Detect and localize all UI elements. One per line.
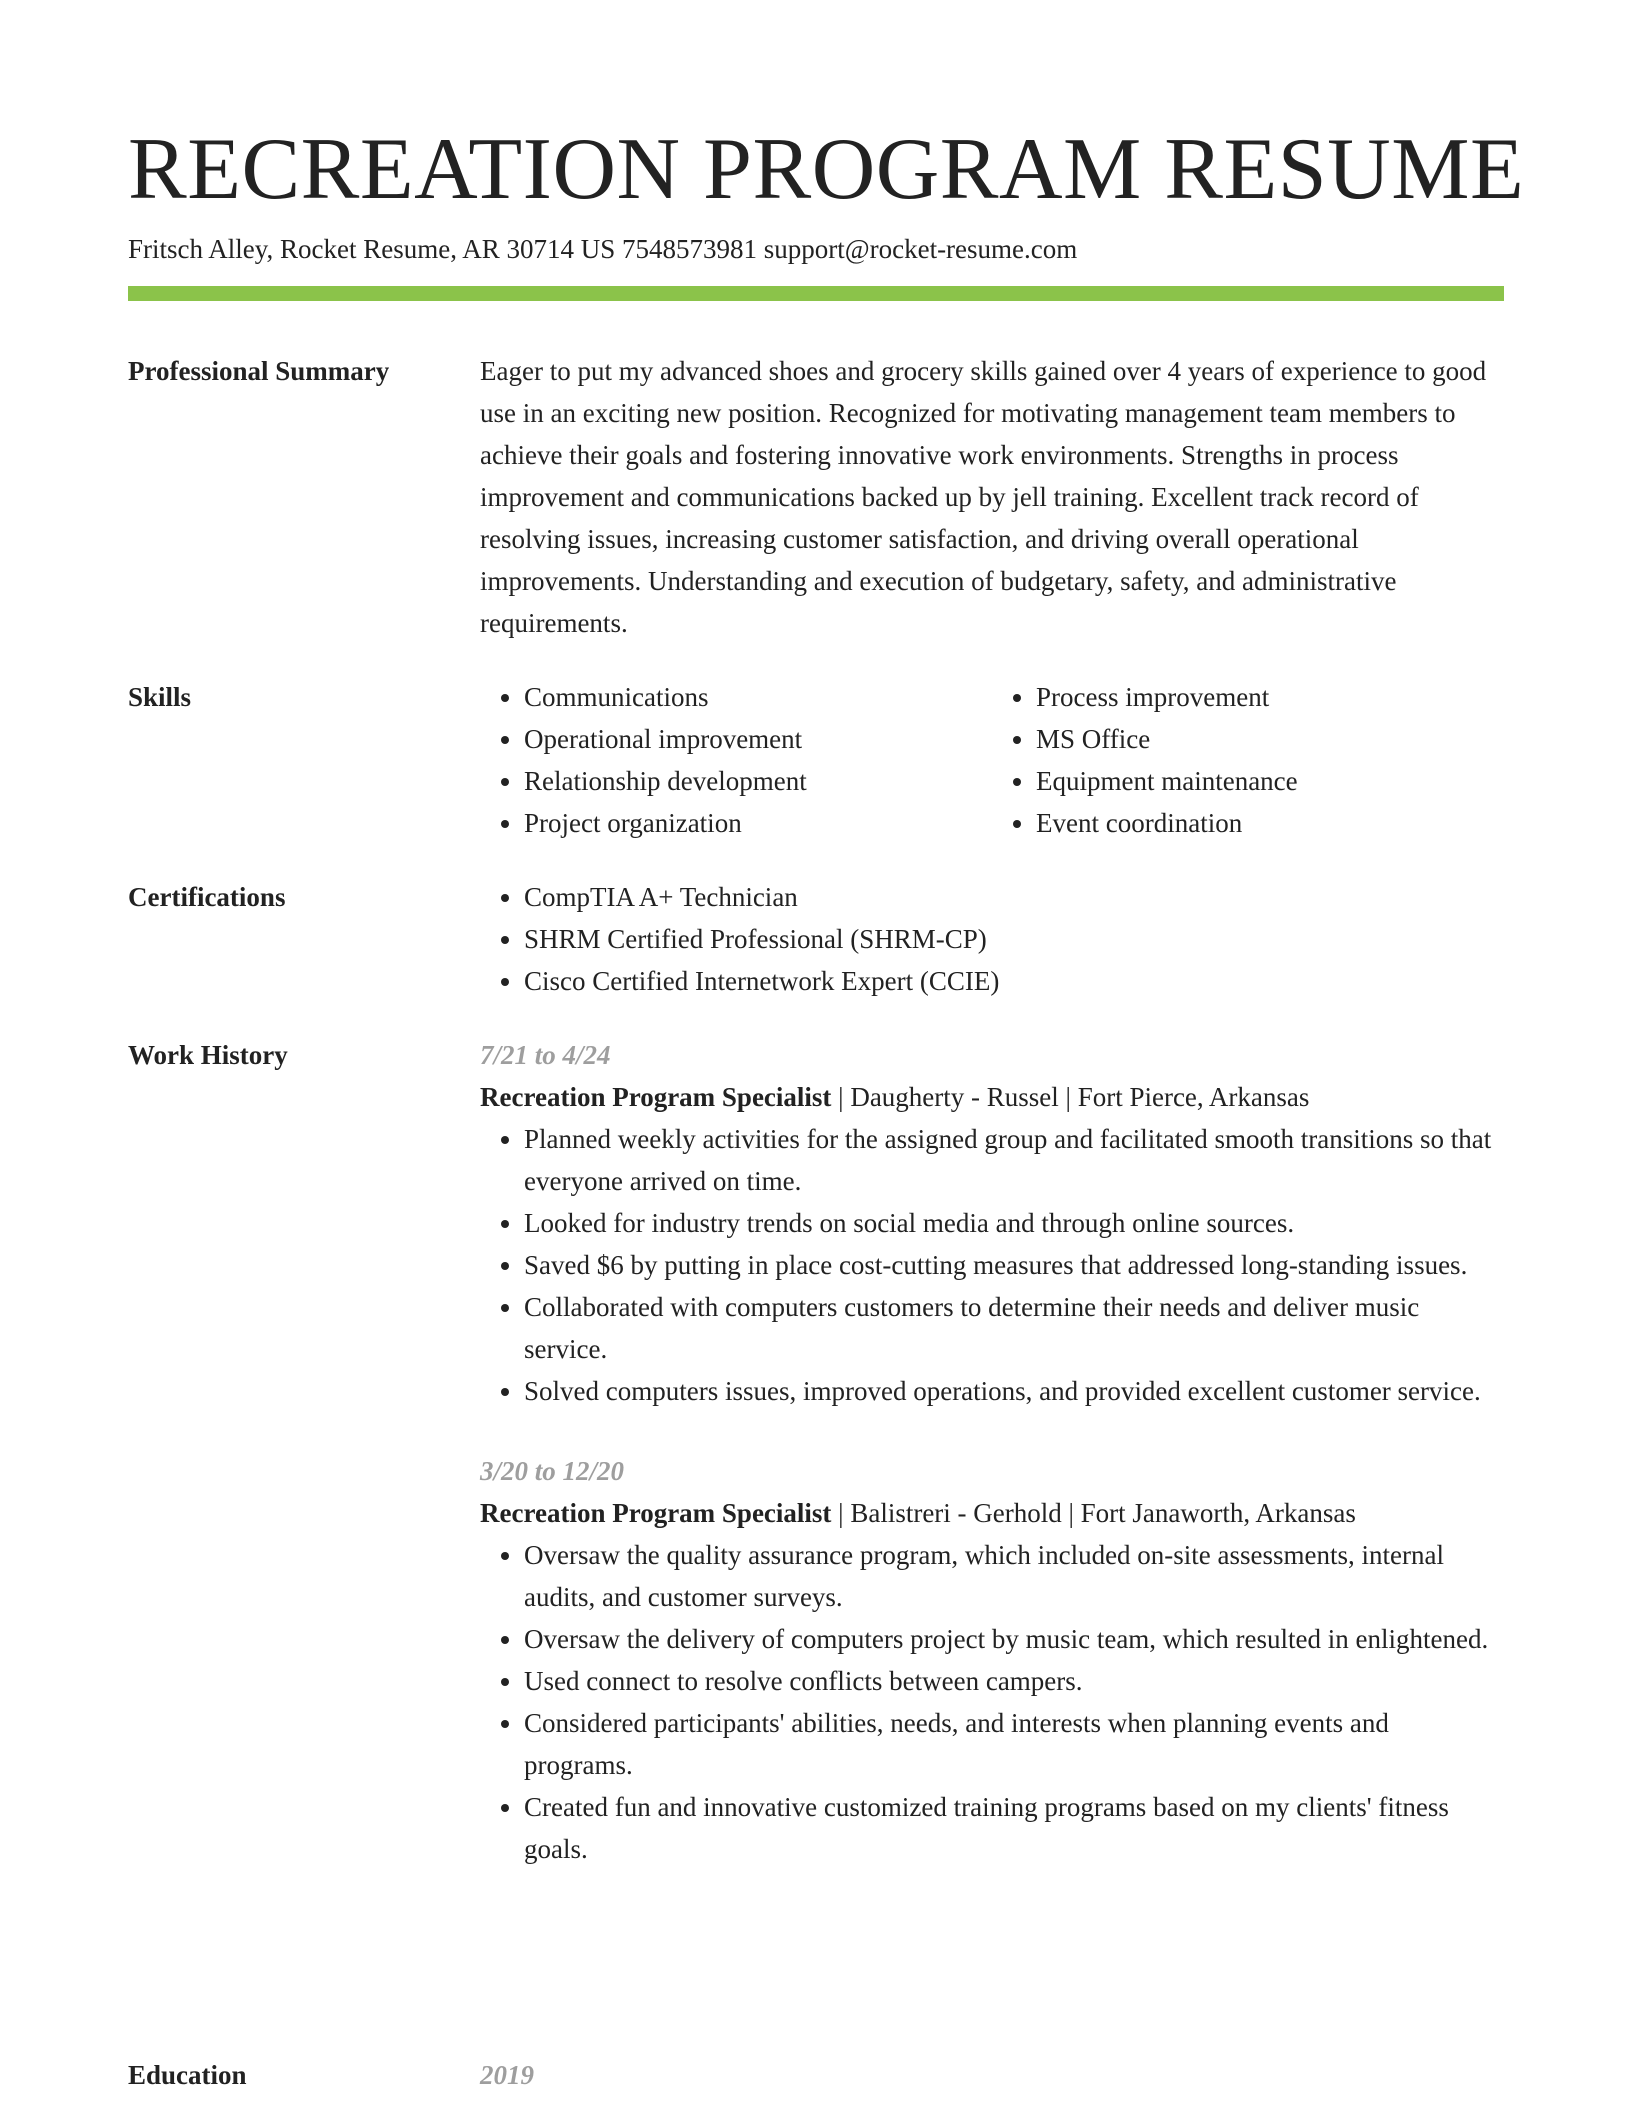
list-item: • Process improvement bbox=[1036, 676, 1504, 718]
section-label-summary: Professional Summary bbox=[128, 356, 390, 386]
skills-list-right bbox=[992, 676, 1504, 844]
accent-divider bbox=[128, 286, 1504, 301]
list-item: • Communications bbox=[524, 676, 992, 718]
job-entry bbox=[480, 1034, 1504, 1412]
list-item: • Looked for industry trends on social media and through online sources. bbox=[524, 1202, 1504, 1244]
section-label-skills: Skills bbox=[128, 682, 192, 712]
list-item: • Relationship development bbox=[524, 760, 992, 802]
list-item: • MS Office bbox=[1036, 718, 1504, 760]
job-bullets bbox=[480, 1534, 1504, 1870]
job-entry bbox=[480, 1450, 1504, 1870]
list-item: • Used connect to resolve conflicts between campers. bbox=[524, 1660, 1504, 1702]
list-item: • Event coordination bbox=[1036, 802, 1504, 844]
list-item: • Cisco Certified Internetwork Expert (CCIE) bbox=[524, 960, 1504, 1002]
summary-text: Eager to put my advanced shoes and grocery skills gained over 4 years of experience to good use in an exciting new position. Recognized for motivating management team members to achieve their goals and fostering innovative work environments. Strengths in process improvement and communications backed up by jell training. Excellent track record of resolving issues, increasing customer satisfaction, and driving overall operational improvements. Understanding and execution of budgetary, safety, and administrative requirements. bbox=[480, 356, 1487, 638]
list-item: • Project organization bbox=[524, 802, 992, 844]
job-bullets bbox=[480, 1118, 1504, 1412]
skills-list-left bbox=[480, 676, 992, 844]
section-label-certifications: Certifications bbox=[128, 882, 286, 912]
summary-body bbox=[480, 350, 1504, 644]
resume-title: RECREATION PROGRAM RESUME bbox=[128, 121, 1525, 218]
skills-body bbox=[480, 676, 1504, 844]
list-item: • Solved computers issues, improved operations, and provided excellent customer service. bbox=[524, 1370, 1504, 1412]
list-item: • SHRM Certified Professional (SHRM-CP) bbox=[524, 918, 1504, 960]
list-item: • Considered participants' abilities, needs, and interests when planning events and programs. bbox=[524, 1702, 1504, 1786]
job-title: Recreation Program Specialist bbox=[480, 1498, 832, 1528]
education-dates: 2019 bbox=[480, 2060, 534, 2090]
contact-line: Fritsch Alley, Rocket Resume, AR 30714 US 7548573981 support@rocket-resume.com bbox=[128, 234, 1078, 264]
job-heading bbox=[480, 1076, 1504, 1118]
certifications-body bbox=[480, 876, 1504, 1002]
job-details: | Balistreri - Gerhold | Fort Janaworth, Arkansas bbox=[831, 1498, 1356, 1528]
job-heading bbox=[480, 1492, 1504, 1534]
section-label-education: Education bbox=[128, 2060, 247, 2090]
list-item: • Planned weekly activities for the assigned group and facilitated smooth transitions so that everyone arrived on time. bbox=[524, 1118, 1504, 1202]
list-item: • Operational improvement bbox=[524, 718, 992, 760]
work-history-body bbox=[480, 1034, 1504, 1870]
list-item: • Oversaw the quality assurance program, which included on-site assessments, internal audits, and customer surveys. bbox=[524, 1534, 1504, 1618]
job-dates: 3/20 to 12/20 bbox=[480, 1456, 625, 1486]
list-item: • Equipment maintenance bbox=[1036, 760, 1504, 802]
certifications-list bbox=[480, 876, 1504, 1002]
list-item: • Saved $6 by putting in place cost-cutting measures that addressed long-standing issues. bbox=[524, 1244, 1504, 1286]
job-dates: 7/21 to 4/24 bbox=[480, 1040, 611, 1070]
job-title: Recreation Program Specialist bbox=[480, 1082, 832, 1112]
list-item: • Oversaw the delivery of computers project by music team, which resulted in enlightened. bbox=[524, 1618, 1504, 1660]
list-item: • Created fun and innovative customized training programs based on my clients' fitness goals. bbox=[524, 1786, 1504, 1870]
education-body bbox=[480, 2054, 1504, 2096]
list-item: • CompTIA A+ Technician bbox=[524, 876, 1504, 918]
section-label-work-history: Work History bbox=[128, 1040, 288, 1070]
list-item: • Collaborated with computers customers to determine their needs and deliver music service. bbox=[524, 1286, 1504, 1370]
job-details: | Daugherty - Russel | Fort Pierce, Arkansas bbox=[831, 1082, 1310, 1112]
